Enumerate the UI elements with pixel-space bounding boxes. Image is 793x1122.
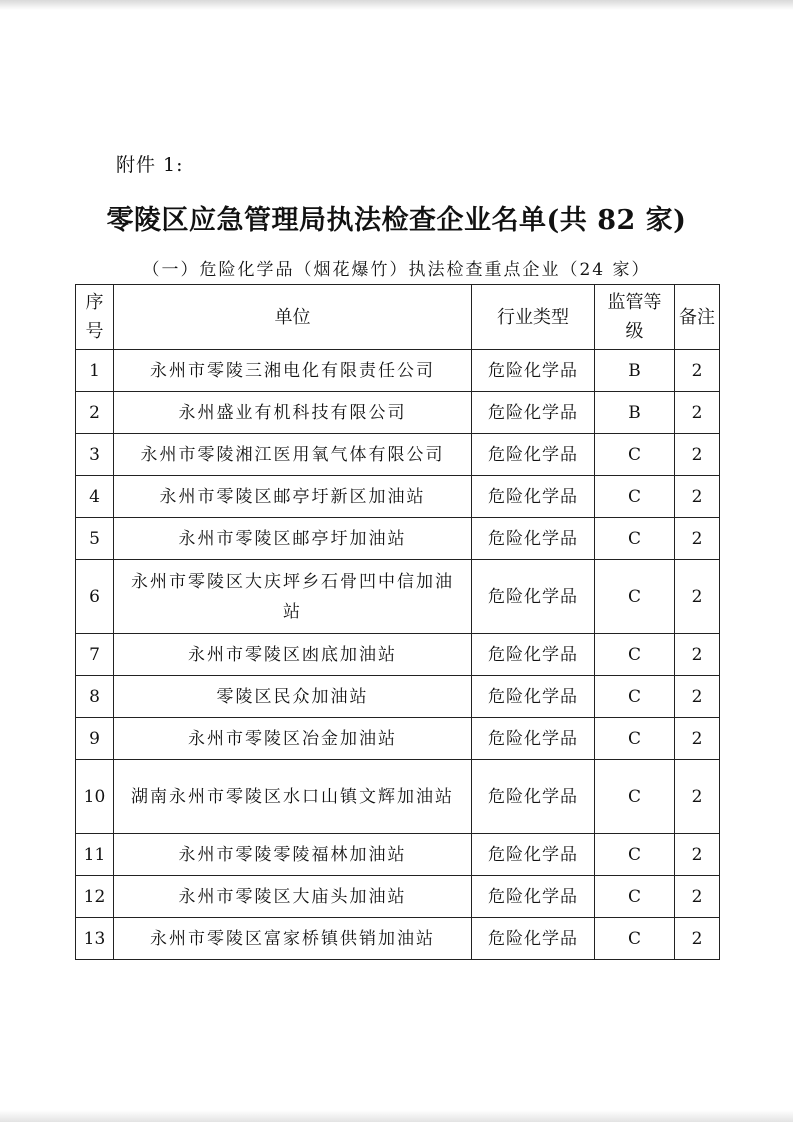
table-row — [76, 718, 720, 760]
cell-index: 6 — [76, 560, 114, 634]
cell-index: 7 — [76, 634, 114, 676]
cell-unit: 永州市零陵三湘电化有限责任公司 — [114, 350, 472, 392]
cell-note: 2 — [675, 718, 720, 760]
cell-level: C — [595, 476, 675, 518]
cell-note: 2 — [675, 760, 720, 834]
cell-level: C — [595, 718, 675, 760]
cell-unit: 永州市零陵区邮亭圩新区加油站 — [114, 476, 472, 518]
header-level: 监管等级 — [595, 285, 675, 350]
cell-index: 4 — [76, 476, 114, 518]
scan-edge-top — [0, 0, 793, 10]
cell-index: 8 — [76, 676, 114, 718]
cell-type: 危险化学品 — [472, 434, 595, 476]
cell-unit: 湖南永州市零陵区水口山镇文辉加油站 — [114, 760, 472, 834]
cell-index: 2 — [76, 392, 114, 434]
table-row — [76, 876, 720, 918]
cell-index: 12 — [76, 876, 114, 918]
cell-level: C — [595, 676, 675, 718]
header-index: 序号 — [76, 285, 114, 350]
cell-unit: 永州市零陵区凼底加油站 — [114, 634, 472, 676]
table-row — [76, 918, 720, 960]
cell-unit: 永州盛业有机科技有限公司 — [114, 392, 472, 434]
cell-index: 3 — [76, 434, 114, 476]
cell-index: 5 — [76, 518, 114, 560]
cell-note: 2 — [675, 634, 720, 676]
cell-unit: 永州市零陵区大庙头加油站 — [114, 876, 472, 918]
cell-type: 危险化学品 — [472, 392, 595, 434]
cell-note: 2 — [675, 918, 720, 960]
cell-note: 2 — [675, 518, 720, 560]
cell-note: 2 — [675, 676, 720, 718]
table-row — [76, 634, 720, 676]
cell-level: C — [595, 918, 675, 960]
cell-index: 10 — [76, 760, 114, 834]
cell-note: 2 — [675, 476, 720, 518]
cell-unit: 永州市零陵区邮亭圩加油站 — [114, 518, 472, 560]
attachment-label: 附件 1: — [116, 154, 184, 176]
cell-type: 危险化学品 — [472, 918, 595, 960]
cell-index: 1 — [76, 350, 114, 392]
cell-note: 2 — [675, 392, 720, 434]
document-title: 零陵区应急管理局执法检查企业名单(共 82 家) — [106, 205, 687, 236]
cell-type: 危险化学品 — [472, 834, 595, 876]
cell-level: C — [595, 560, 675, 634]
cell-level: B — [595, 392, 675, 434]
table-row — [76, 350, 720, 392]
header-unit: 单位 — [114, 285, 472, 350]
cell-index: 11 — [76, 834, 114, 876]
cell-unit: 永州市零陵区大庆坪乡石骨凹中信加油站 — [114, 560, 472, 634]
table-row — [76, 676, 720, 718]
enterprise-table — [75, 284, 720, 960]
cell-index: 9 — [76, 718, 114, 760]
cell-level: C — [595, 760, 675, 834]
cell-level: C — [595, 876, 675, 918]
table-row — [76, 560, 720, 634]
cell-unit: 永州市零陵区冶金加油站 — [114, 718, 472, 760]
header-type: 行业类型 — [472, 285, 595, 350]
table-row — [76, 392, 720, 434]
cell-type: 危险化学品 — [472, 876, 595, 918]
cell-note: 2 — [675, 876, 720, 918]
cell-unit: 零陵区民众加油站 — [114, 676, 472, 718]
cell-note: 2 — [675, 434, 720, 476]
cell-unit: 永州市零陵零陵福林加油站 — [114, 834, 472, 876]
cell-index: 13 — [76, 918, 114, 960]
cell-level: B — [595, 350, 675, 392]
cell-type: 危险化学品 — [472, 718, 595, 760]
cell-level: C — [595, 434, 675, 476]
cell-unit: 永州市零陵区富家桥镇供销加油站 — [114, 918, 472, 960]
section-subtitle: （一）危险化学品（烟花爆竹）执法检查重点企业（24 家） — [142, 260, 651, 280]
scan-edge-bottom — [0, 1110, 793, 1122]
cell-unit: 永州市零陵湘江医用氧气体有限公司 — [114, 434, 472, 476]
cell-note: 2 — [675, 834, 720, 876]
cell-type: 危险化学品 — [472, 634, 595, 676]
cell-type: 危险化学品 — [472, 350, 595, 392]
table-row — [76, 760, 720, 834]
cell-type: 危险化学品 — [472, 760, 595, 834]
cell-level: C — [595, 518, 675, 560]
cell-type: 危险化学品 — [472, 676, 595, 718]
cell-note: 2 — [675, 560, 720, 634]
table-row — [76, 834, 720, 876]
table-header-row — [76, 285, 720, 350]
header-note: 备注 — [675, 285, 720, 350]
cell-type: 危险化学品 — [472, 476, 595, 518]
cell-level: C — [595, 634, 675, 676]
table-row — [76, 434, 720, 476]
cell-note: 2 — [675, 350, 720, 392]
table-row — [76, 518, 720, 560]
cell-type: 危险化学品 — [472, 518, 595, 560]
cell-level: C — [595, 834, 675, 876]
table-row — [76, 476, 720, 518]
cell-type: 危险化学品 — [472, 560, 595, 634]
